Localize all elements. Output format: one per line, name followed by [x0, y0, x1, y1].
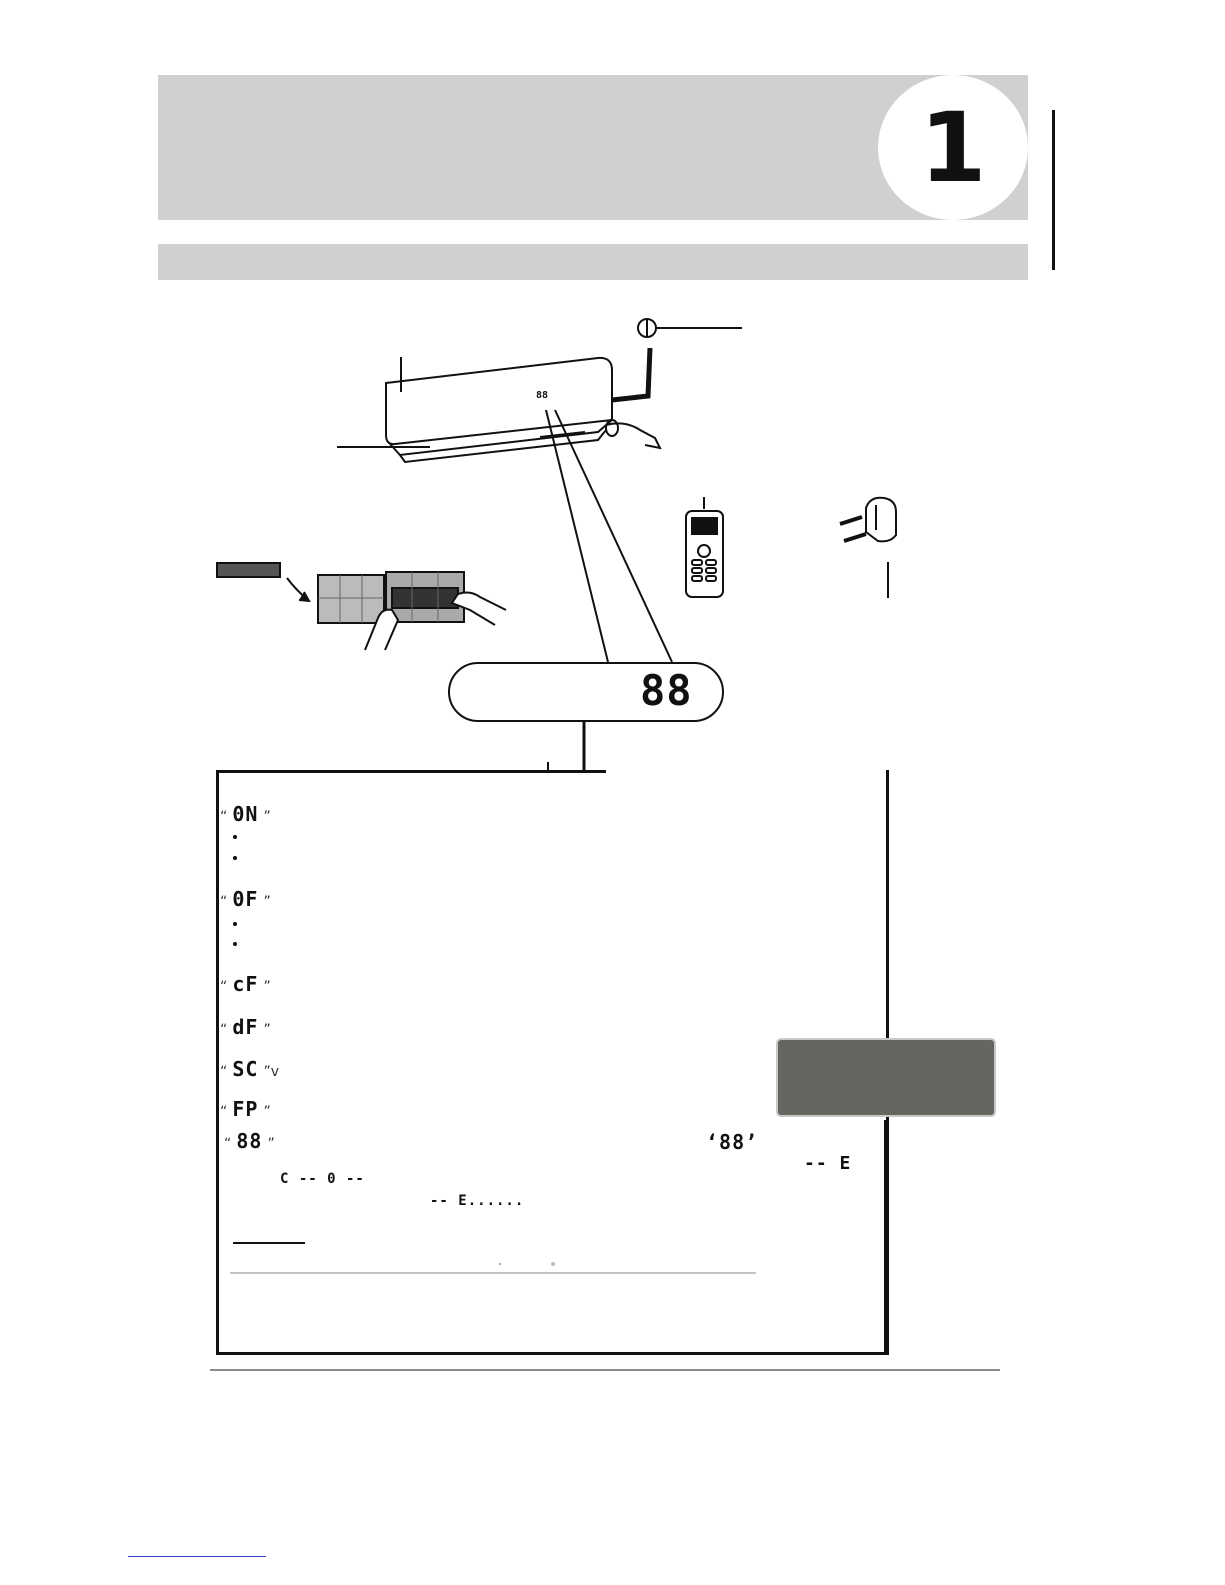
code-row-on: “ 0N ” [220, 802, 271, 826]
footer-link-underline[interactable] [128, 1556, 266, 1557]
code-row-df: “ dF ” [220, 1015, 271, 1039]
code-symbol: cF [232, 972, 259, 996]
unit-display-digits: 88 [536, 390, 549, 401]
code-row-fp: “ FP ” [220, 1097, 271, 1121]
code-symbol: dF [232, 1015, 259, 1039]
remote-holder-illustration [840, 498, 896, 598]
display-digits: 88 [640, 666, 693, 715]
bullet [233, 942, 237, 946]
code-row-88: “ 88 ” [224, 1129, 275, 1153]
display-codes-box-top [216, 770, 606, 773]
bullet [233, 922, 237, 926]
code-row-sc: “ SC ”v [220, 1057, 280, 1081]
air-filter-illustration [217, 563, 506, 650]
code-symbol: FP [232, 1097, 259, 1121]
code-row-cf: “ cF ” [220, 972, 271, 996]
code-88-quoted: ‘88’ [706, 1130, 759, 1154]
code-symbol: 88 [236, 1129, 263, 1153]
note-underline [233, 1242, 305, 1244]
code-symbol: 0F [232, 887, 259, 911]
bullet [233, 835, 237, 839]
error-code-e: -- E [804, 1153, 852, 1174]
error-code-c0: C -- 0 -- [280, 1171, 365, 1187]
chapter-number: 1 [878, 75, 1028, 220]
code-symbol: 0N [232, 802, 259, 826]
note-tag-leader [884, 1120, 887, 1352]
code-row-off: “ 0F ” [220, 887, 271, 911]
error-code-e-dots: -- E...... [430, 1193, 525, 1209]
code-symbol: SC [232, 1057, 259, 1081]
footer-rule [210, 1369, 1000, 1371]
remote-control-illustration [686, 497, 723, 597]
note-tag [776, 1038, 996, 1117]
bullet [233, 856, 237, 860]
divider-rule [230, 1272, 756, 1274]
